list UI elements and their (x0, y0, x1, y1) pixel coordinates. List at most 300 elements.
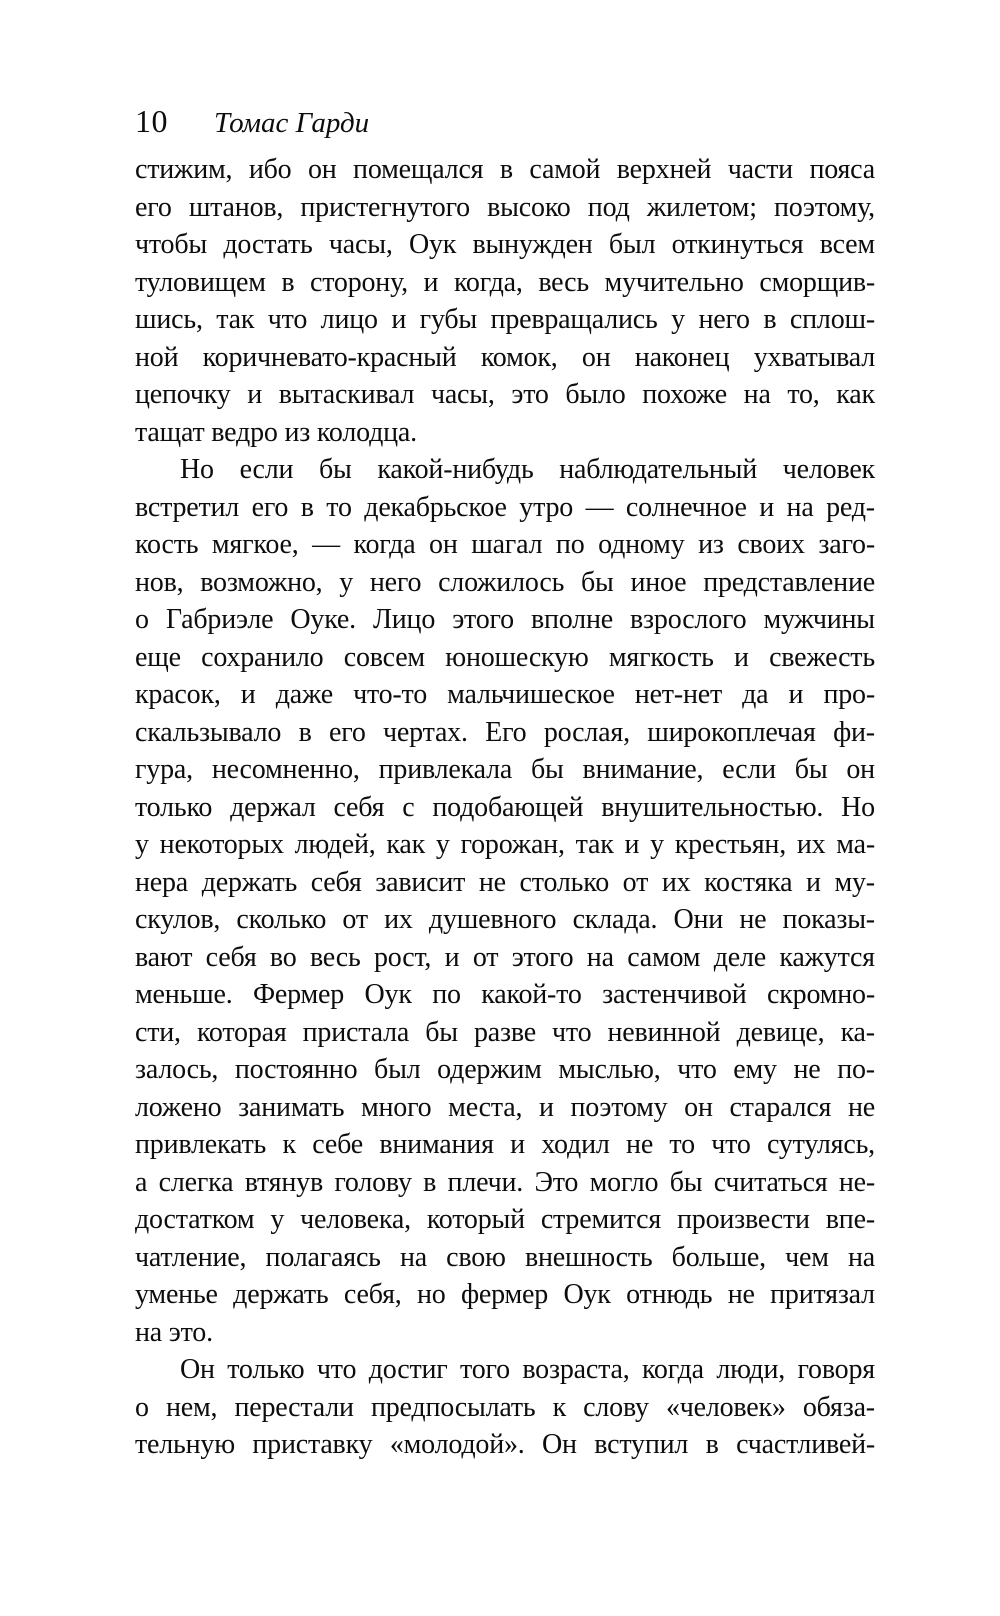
text-line (135, 1051, 875, 1089)
word: во (269, 941, 297, 973)
word: голову (334, 1166, 412, 1198)
word: ему (733, 1054, 777, 1085)
word: сморщив- (759, 266, 875, 298)
text-line (135, 564, 875, 602)
word: в (763, 304, 777, 335)
word: что (677, 1054, 717, 1085)
word: красок, (135, 679, 221, 710)
word: мальчишеское (447, 679, 615, 710)
word: держать (201, 866, 298, 898)
word: солнечное (625, 491, 747, 523)
word: ухватывал (753, 341, 875, 373)
word: кажутся (779, 941, 875, 973)
word: туловищем (135, 266, 266, 298)
word: и (444, 941, 460, 973)
running-title: Томас Гарди (214, 107, 370, 139)
word: на (847, 1241, 875, 1273)
word: еще (135, 641, 181, 673)
word: был (608, 229, 656, 260)
word: не (478, 866, 506, 898)
word: совсем (343, 641, 425, 673)
word: комок, (480, 341, 558, 373)
word: человек (782, 454, 875, 485)
word: больше, (671, 1241, 766, 1273)
word: достать (223, 229, 313, 260)
word: ма- (836, 829, 875, 860)
text-line (135, 976, 875, 1014)
word: мягкое, (211, 529, 299, 560)
text-line (135, 1239, 875, 1277)
word: от (622, 866, 649, 898)
text-line (135, 151, 875, 189)
word: — (312, 529, 340, 560)
word: высоко (487, 191, 571, 223)
word: мужчины (763, 604, 875, 635)
word: произвести (676, 1204, 810, 1235)
word: из (698, 529, 724, 560)
word: шагал (471, 529, 543, 560)
word: шись, (135, 304, 203, 335)
word: и (788, 679, 804, 710)
word: не (739, 904, 767, 935)
word: люди, (716, 1354, 786, 1385)
word: ред- (826, 491, 875, 523)
word: даже (275, 679, 333, 710)
word: то, (787, 379, 820, 410)
word: мягкость (608, 641, 714, 673)
word: сложилось (438, 566, 565, 598)
word: о (135, 1391, 149, 1423)
word: много (360, 1091, 432, 1123)
word: какой-то (481, 979, 582, 1010)
text-line: тащат ведро из колодца. (135, 416, 417, 448)
text-line (135, 826, 875, 864)
word: их (796, 829, 826, 860)
word: когда, (453, 266, 523, 298)
word: Но (841, 791, 875, 823)
text-line (135, 1351, 875, 1389)
word: приставку (252, 1429, 373, 1460)
word: — (585, 491, 614, 523)
word: его (329, 716, 366, 748)
word: что (552, 1016, 592, 1048)
text-line (135, 264, 875, 302)
word: Габриэле (165, 604, 274, 635)
text-line (135, 1426, 875, 1464)
word: жилетом; (646, 191, 757, 223)
word: у (671, 304, 685, 335)
word: привлекать (135, 1129, 267, 1160)
word: какой-нибудь (377, 454, 534, 485)
word: в (499, 154, 513, 185)
word: у (435, 829, 450, 860)
word: того (460, 1354, 510, 1385)
word: гура, (135, 754, 193, 785)
word: встретил (135, 491, 240, 523)
text-line (135, 714, 875, 752)
word: в (705, 1429, 719, 1460)
word: в (298, 716, 312, 748)
word: бы (580, 566, 614, 598)
word: откинуться (671, 229, 804, 260)
word: на (743, 379, 771, 410)
text-line (135, 676, 875, 714)
text-line: на это. (135, 1316, 213, 1348)
word: «человек» (665, 1391, 786, 1423)
text-line (135, 901, 875, 939)
word: вынужден (472, 229, 593, 260)
word: не (727, 1279, 755, 1310)
word: внимания (379, 1129, 494, 1160)
word: в (300, 491, 314, 523)
word: ходил (541, 1129, 610, 1160)
word: это (511, 379, 549, 410)
text-line (135, 451, 875, 489)
word: себя (333, 791, 385, 823)
word: некоторых (159, 829, 284, 860)
word: стремится (540, 1204, 662, 1235)
word: не (847, 1091, 875, 1123)
text-line (135, 1201, 875, 1239)
word: и (759, 491, 775, 523)
word: притязал (770, 1279, 875, 1310)
word: людей, (294, 829, 376, 860)
word: невинной (607, 1016, 721, 1048)
word: стижим, (135, 154, 233, 185)
text-line (135, 489, 875, 527)
word: по- (837, 1054, 875, 1085)
text-line (135, 189, 875, 227)
word: втянув (244, 1166, 323, 1198)
word: самой (529, 154, 601, 185)
word: он (581, 341, 611, 373)
word: нов, (135, 566, 184, 598)
word: самом (627, 941, 701, 973)
text-line (135, 226, 875, 264)
word: их (384, 904, 413, 935)
word: помещался (353, 154, 484, 185)
word: сти, (135, 1016, 181, 1048)
body-text (135, 151, 875, 1464)
word: застенчивой (602, 979, 747, 1010)
word: когда (641, 1354, 704, 1385)
word: себя (205, 941, 257, 973)
word: сохранило (201, 641, 324, 673)
word: которая (196, 1016, 287, 1048)
word: внешность (524, 1241, 653, 1273)
word: Фермер (252, 979, 345, 1010)
word: так (216, 304, 255, 335)
word: достатком (135, 1204, 255, 1235)
text-line (135, 376, 875, 414)
word: свою (446, 1241, 506, 1273)
word: Лицо (372, 604, 436, 635)
word: у (650, 829, 664, 860)
word: вают (135, 941, 193, 973)
text-line (135, 1164, 875, 1202)
word: как (386, 829, 426, 860)
word: меньше. (135, 979, 233, 1010)
word: часы, (328, 229, 393, 260)
word: весь (309, 941, 361, 973)
word: то (326, 491, 352, 523)
word: у (270, 1204, 285, 1235)
word: разве (473, 1016, 536, 1048)
word: Оук (563, 1279, 611, 1310)
word: когда (353, 529, 416, 560)
word: обяза- (802, 1391, 875, 1423)
word: о (135, 604, 149, 635)
word: и (240, 679, 256, 710)
word: Они (673, 904, 724, 935)
word: поэтому, (773, 191, 875, 223)
text-line (135, 601, 875, 639)
word: чертах. (383, 716, 468, 748)
word: сторону, (310, 266, 408, 298)
word: вполне (530, 604, 613, 635)
word: был (374, 1054, 421, 1085)
word: этого (452, 604, 514, 635)
word: губы (419, 304, 478, 335)
word: мучительно (604, 266, 744, 298)
word: Он (180, 1354, 215, 1385)
word: и (247, 379, 263, 410)
word: от (472, 941, 499, 973)
word: его (135, 191, 172, 223)
word: привлекала (378, 754, 513, 785)
word: пояса (809, 154, 875, 185)
word: бы (794, 754, 828, 785)
word: было (565, 379, 626, 410)
word: заго- (818, 529, 875, 560)
text-line (135, 1126, 875, 1164)
word: постоянно (234, 1054, 358, 1085)
word: пристала (302, 1016, 410, 1048)
word: несомненно, (211, 754, 360, 785)
word: в (281, 266, 295, 298)
word: то (669, 1129, 695, 1160)
word: Оук (408, 229, 457, 260)
word: возможно, (200, 566, 323, 598)
word: если (239, 454, 294, 485)
word: нем, (165, 1391, 218, 1423)
word: скальзывало (135, 716, 282, 748)
word: него (369, 566, 422, 598)
word: не- (838, 1166, 875, 1198)
word: как (836, 379, 875, 410)
word: крестьян, (674, 829, 786, 860)
word: который (426, 1204, 525, 1235)
word: одному (598, 529, 685, 560)
text-line (135, 1089, 875, 1127)
word: ной (135, 341, 179, 373)
word: залось, (135, 1054, 219, 1085)
word: и (624, 829, 640, 860)
word: и (806, 866, 821, 898)
word: но (416, 1279, 446, 1310)
word: на (586, 941, 614, 973)
word: штанов, (188, 191, 284, 223)
word: похоже (642, 379, 727, 410)
word: счастливей- (736, 1429, 875, 1460)
word: Оук (364, 979, 412, 1010)
word: он (846, 754, 875, 785)
word: этого (511, 941, 574, 973)
word: наконец (634, 341, 730, 373)
word: их (661, 866, 691, 898)
word: сплош- (789, 304, 875, 335)
word: и (391, 304, 407, 335)
word: про- (823, 679, 875, 710)
word: с (402, 791, 415, 823)
word: часы, (430, 379, 495, 410)
word: му- (834, 866, 875, 898)
word: и (538, 1091, 554, 1123)
word: к (552, 1391, 566, 1423)
word: чатление, (135, 1241, 247, 1273)
word: он (307, 154, 337, 185)
word: чтобы (135, 229, 208, 260)
word: вступил (594, 1429, 689, 1460)
page-header (135, 103, 875, 140)
word: горожан, (460, 829, 565, 860)
word: фи- (833, 716, 875, 748)
word: девице, (736, 1016, 825, 1048)
word: что (267, 304, 308, 335)
word: поэтому (570, 1091, 668, 1123)
word: Его (485, 716, 527, 748)
word: старался (729, 1091, 832, 1123)
word: иное (630, 566, 687, 598)
word: под (587, 191, 630, 223)
word: себя (310, 866, 362, 898)
word: что (316, 1354, 357, 1385)
text-line (135, 1276, 875, 1314)
word: вытаскивал (278, 379, 415, 410)
word: что (711, 1129, 751, 1160)
word: своих (737, 529, 805, 560)
word: рост, (373, 941, 432, 973)
word: показы- (782, 904, 875, 935)
text-line (135, 864, 875, 902)
word: места, (448, 1091, 523, 1123)
word: фермер (460, 1279, 549, 1310)
word: весь (538, 266, 589, 298)
word: в (423, 1166, 437, 1198)
word: ка- (840, 1016, 875, 1048)
word: душевного (428, 904, 557, 935)
text-line (135, 526, 875, 564)
word: внушительностью. (601, 791, 824, 823)
word: ибо (248, 154, 292, 185)
word: себе (312, 1129, 363, 1160)
word: достиг (368, 1354, 448, 1385)
word: коричневато-красный (202, 341, 457, 373)
text-line (135, 639, 875, 677)
word: по (555, 529, 585, 560)
word: могло (589, 1166, 659, 1198)
word: кость (135, 529, 199, 560)
word: только (227, 1354, 305, 1385)
text-line (135, 339, 875, 377)
word: уменье (135, 1279, 218, 1310)
word: у (339, 566, 354, 598)
word: него (698, 304, 750, 335)
word: «молодой». (389, 1429, 525, 1460)
word: рослая, (543, 716, 630, 748)
text-line (135, 301, 875, 339)
word: держать (233, 1279, 329, 1310)
word: на (786, 491, 814, 523)
word: склада. (572, 904, 658, 935)
word: бы (669, 1166, 703, 1198)
word: отнюдь (626, 1279, 713, 1310)
word: его (251, 491, 289, 523)
word: предпосылать (370, 1391, 536, 1423)
word: плечи. (447, 1166, 524, 1198)
text-line (135, 1389, 875, 1427)
word: верхней (616, 154, 712, 185)
word: бы (530, 754, 564, 785)
word: костяка (704, 866, 793, 898)
word: лицо (320, 304, 378, 335)
word: и (423, 266, 439, 298)
word: скромно- (767, 979, 875, 1010)
word: одержим (437, 1054, 542, 1085)
word: превращались (490, 304, 658, 335)
word: всем (819, 229, 875, 260)
word: чем (785, 1241, 829, 1273)
word: свежесть (769, 641, 875, 673)
word: нера (135, 866, 189, 898)
word: впе- (825, 1204, 875, 1235)
word: нет-нет (634, 679, 723, 710)
word: Но (180, 454, 214, 485)
word: а (135, 1166, 148, 1198)
word: и (510, 1129, 525, 1160)
word: пристегнутого (300, 191, 470, 223)
text-line (135, 751, 875, 789)
word: он (684, 1091, 713, 1123)
word: широкоплечая (647, 716, 816, 748)
word: у (135, 829, 149, 860)
word: Оуке. (290, 604, 356, 635)
word: занимать (238, 1091, 345, 1123)
word: подобающей (432, 791, 584, 823)
word: декабрьское (364, 491, 507, 523)
word: на (399, 1241, 427, 1273)
word: слегка (158, 1166, 234, 1198)
word: держал (230, 791, 316, 823)
word: ложено (135, 1091, 222, 1123)
word: так (575, 829, 614, 860)
word: наблюдательный (559, 454, 758, 485)
word: представление (703, 566, 875, 598)
page-number: 10 (135, 103, 168, 139)
word: мыслью, (558, 1054, 661, 1085)
word: перестали (234, 1391, 354, 1423)
word: если (722, 754, 776, 785)
word: не (626, 1129, 654, 1160)
word: от (342, 904, 368, 935)
word: тельную (135, 1429, 235, 1460)
word: он (429, 529, 458, 560)
word: себя, (343, 1279, 402, 1310)
word: что-то (353, 679, 428, 710)
word: слову (583, 1391, 649, 1423)
word: зависит (375, 866, 466, 898)
text-line (135, 789, 875, 827)
